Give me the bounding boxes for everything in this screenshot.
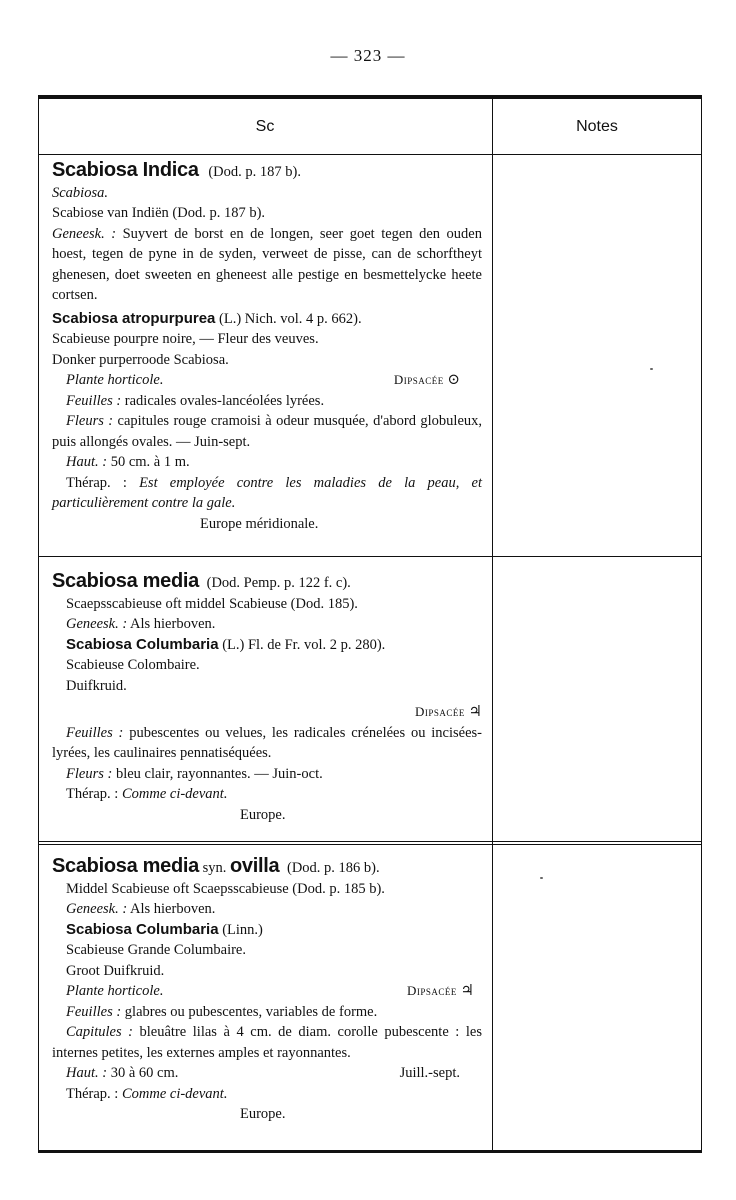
- plante-label: Plante horticole.: [66, 983, 164, 999]
- geneesk-text: Suyvert de borst en de longen, seer goet tegen den ouden hoest, tegen de pyne in de syden, verweet de pisse, can de schorftheyt ghenesen, doet sweeten en gheneest alle pestige en besmettelycke heete cortsen.: [52, 225, 482, 303]
- plante-label: Plante horticole.: [66, 372, 164, 388]
- therap-text: Est employée contre les maladies de la peau, et particulièrement contre la gale.: [52, 474, 482, 511]
- haut-text: 30 à 60 cm.: [107, 1065, 179, 1081]
- therap-text: Comme ci-devant.: [118, 786, 228, 802]
- geneesk-label: Geneesk. :: [66, 901, 128, 917]
- entry-line: Scaepsscabieuse oft middel Scabieuse (Dod. 185).: [66, 595, 358, 612]
- geneesk-text: Als hierboven.: [127, 901, 216, 917]
- species-name: Scabiosa Columbaria: [66, 635, 219, 653]
- capitules-text: bleuâtre lilas à 4 cm. de diam. corolle pubescente : les internes petites, les externes amples et rayonnantes.: [52, 1024, 482, 1061]
- geneesk-label: Geneesk. :: [52, 225, 117, 242]
- haut-label: Haut. :: [66, 1065, 108, 1081]
- species-ref: (Linn.): [218, 921, 263, 938]
- feuilles-text: radicales ovales-lancéolées lyrées.: [121, 392, 325, 409]
- family-name: Dipsacée: [407, 983, 457, 998]
- region: Europe.: [240, 806, 286, 823]
- family-name: Dipsacée: [393, 372, 444, 387]
- capitules-label: Capitules :: [66, 1024, 133, 1040]
- perennial-symbol: ♃: [460, 983, 474, 999]
- entry-title-syn: syn.: [198, 860, 231, 876]
- dutch-name: Groot Duifkruid.: [66, 962, 165, 979]
- entry-title: Scabiosa media: [52, 570, 199, 592]
- entry-title-ref: (Dod. p. 187 b).: [208, 164, 301, 180]
- page-number: — 323 —: [330, 46, 406, 65]
- species-ref: (L.) Nich. vol. 4 p. 662).: [215, 310, 362, 327]
- column-header-sc: Sc: [255, 118, 275, 135]
- therap-text: Comme ci-devant.: [118, 1085, 228, 1102]
- entry-title-ref: (Dod. p. 186 b).: [286, 860, 380, 876]
- fleurs-text: bleu clair, rayonnantes. — Juin-oct.: [112, 765, 323, 782]
- haut-label: Haut. :: [66, 454, 108, 470]
- feuilles-text: glabres ou pubescentes, variables de forme.: [121, 1003, 378, 1020]
- column-header-notes: Notes: [576, 118, 618, 135]
- entry-scabiosa-media: [52, 571, 482, 825]
- entry-title-synonym: ovilla: [230, 855, 280, 877]
- fleurs-label: Fleurs :: [66, 413, 114, 429]
- entry-title-ref: (Dod. Pemp. p. 122 f. c).: [206, 575, 351, 591]
- therap-label: Thérap. :: [66, 474, 127, 491]
- region: Europe méridionale.: [200, 515, 319, 532]
- entry-line: Scabiosa.: [52, 184, 108, 201]
- fleurs-label: Fleurs :: [66, 765, 113, 782]
- therap-label: Thérap. :: [66, 1085, 119, 1102]
- entry-line: Scabiose van Indiën (Dod. p. 187 b).: [52, 205, 266, 221]
- header-rule: [38, 154, 702, 155]
- species-name: Scabiosa Columbaria: [66, 920, 219, 938]
- feuilles-text: pubescentes ou velues, les radicales crénelées ou incisées-lyrées, les caulinaires pennatiséquées.: [52, 724, 482, 761]
- entry-scabiosa-indica: [52, 160, 482, 534]
- perennial-symbol: ♃: [468, 704, 482, 720]
- entry-separator: [38, 841, 702, 845]
- print-speck: [650, 368, 653, 370]
- french-name: Scabieuse pourpre noire, — Fleur des veuves.: [52, 331, 319, 347]
- geneesk-paragraph: [52, 224, 482, 306]
- therap-label: Thérap. :: [66, 786, 119, 802]
- geneesk-label: Geneesk. :: [66, 616, 128, 632]
- print-speck: [540, 877, 543, 879]
- french-name: Scabieuse Grande Columbaire.: [66, 942, 246, 958]
- entry-scabiosa-media-ovilla: [52, 856, 482, 1125]
- species-name: Scabiosa atropurpurea: [52, 309, 216, 327]
- family-name: Dipsacée: [415, 704, 465, 719]
- french-name: Scabieuse Colombaire.: [66, 657, 200, 673]
- species-ref: (L.) Fl. de Fr. vol. 2 p. 280).: [218, 636, 386, 653]
- feuilles-label: Feuilles :: [66, 392, 122, 409]
- fleurs-text: capitules rouge cramoisi à odeur musquée, d'abord globuleux, puis allongés ovales. — Juin-sept.: [52, 413, 483, 450]
- geneesk-text: Als hierboven.: [127, 616, 216, 632]
- column-divider: [492, 99, 493, 1150]
- feuilles-label: Feuilles :: [66, 724, 124, 741]
- haut-text: 50 cm. à 1 m.: [107, 454, 190, 470]
- entry-title: Scabiosa Indica: [52, 159, 199, 181]
- dutch-name: Duifkruid.: [66, 677, 127, 694]
- dutch-name: Donker purperroode Scabiosa.: [52, 351, 229, 368]
- bloom-period: Juill.-sept.: [399, 1065, 460, 1081]
- region: Europe.: [240, 1106, 286, 1122]
- entry-line: Middel Scabieuse oft Scaepsscabieuse (Dod. p. 185 b).: [66, 880, 385, 897]
- feuilles-label: Feuilles :: [66, 1003, 122, 1020]
- entry-title: Scabiosa media: [52, 855, 199, 877]
- entry-separator: [38, 556, 702, 557]
- annual-symbol: ⊙: [447, 372, 460, 388]
